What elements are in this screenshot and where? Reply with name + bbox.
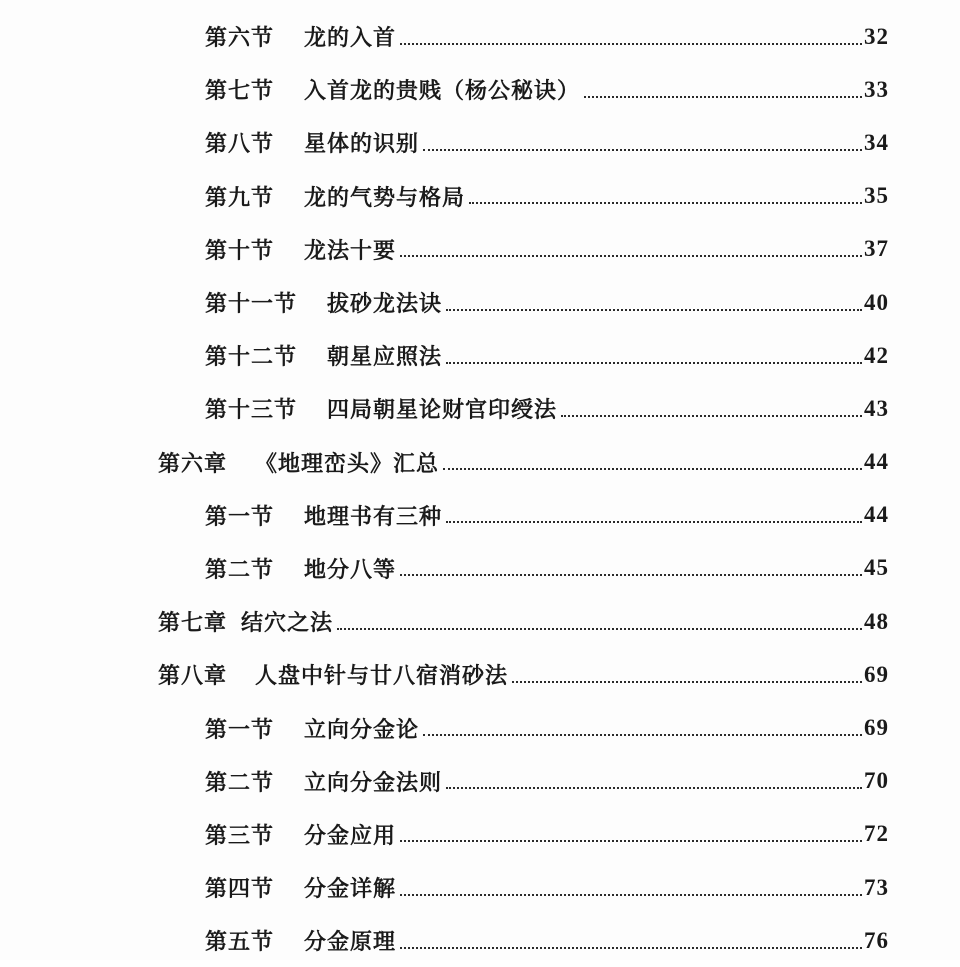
entry-title: 立向分金法则 [304,769,443,796]
entry-page-number: 72 [864,821,889,847]
dot-leader [446,309,862,311]
dot-leader [400,894,862,896]
toc-entry[interactable] [0,63,960,116]
entry-page-number: 45 [864,555,889,581]
entry-label: 第十三节 [205,397,298,424]
entry-title: 人盘中针与廿八宿消砂法 [255,663,509,690]
toc-entry[interactable] [0,276,960,329]
entry-page-number: 44 [864,449,889,475]
entry-label: 第八节 [205,131,275,158]
entry-page-number: 32 [864,23,889,49]
toc-entry[interactable] [0,116,960,169]
entry-page-number: 44 [864,502,889,528]
entry-label: 第八章 [158,663,228,690]
entry-label: 第十一节 [205,291,298,318]
entry-title: 拔砂龙法诀 [327,291,443,318]
dot-leader [469,202,862,204]
toc-entry[interactable] [0,701,960,754]
toc-chapter-entry[interactable] [0,436,960,489]
dot-leader [400,574,862,576]
entry-label: 第七章 [158,610,228,637]
entry-page-number: 34 [864,129,889,155]
entry-label: 第三节 [205,822,275,849]
entry-title: 地理书有三种 [304,503,443,530]
toc-chapter-entry[interactable] [0,648,960,701]
entry-label: 第十节 [205,237,275,264]
dot-leader [400,43,862,45]
entry-page-number: 70 [864,768,889,794]
entry-title: 龙的气势与格局 [304,184,466,211]
entry-label: 第五节 [205,929,275,956]
entry-title: 分金原理 [304,929,397,956]
entry-page-number: 37 [864,236,889,262]
toc-entry[interactable] [0,223,960,276]
entry-title: 分金详解 [304,876,397,903]
entry-label: 第二节 [205,556,275,583]
entry-label: 第十二节 [205,344,298,371]
entry-label: 第一节 [205,503,275,530]
entry-label: 第九节 [205,184,275,211]
entry-label: 第二节 [205,769,275,796]
dot-leader [561,415,862,417]
toc-entry[interactable] [0,489,960,542]
table-of-contents [0,10,960,967]
dot-leader [446,362,862,364]
entry-title: 结穴之法 [241,610,334,637]
entry-label: 第六节 [205,25,275,52]
toc-entry[interactable] [0,861,960,914]
dot-leader [400,947,862,949]
entry-page-number: 69 [864,715,889,741]
entry-title: 《地理峦头》汇总 [255,450,440,477]
entry-label: 第六章 [158,450,228,477]
entry-page-number: 48 [864,608,889,634]
toc-entry[interactable] [0,170,960,223]
dot-leader [423,734,862,736]
dot-leader [443,468,862,470]
entry-page-number: 33 [864,76,889,102]
entry-title: 朝星应照法 [327,344,443,371]
dot-leader [512,681,862,683]
toc-entry[interactable] [0,329,960,382]
entry-page-number: 40 [864,289,889,315]
toc-entry[interactable] [0,914,960,967]
entry-page-number: 35 [864,183,889,209]
toc-chapter-entry[interactable] [0,595,960,648]
dot-leader [446,521,862,523]
entry-title: 入首龙的贵贱（杨公秘诀） [304,78,581,105]
entry-title: 四局朝星论财官印绶法 [327,397,558,424]
entry-title: 立向分金论 [304,716,420,743]
entry-title: 分金应用 [304,822,397,849]
entry-page-number: 43 [864,395,889,421]
entry-page-number: 42 [864,342,889,368]
dot-leader [584,96,862,98]
toc-entry[interactable] [0,10,960,63]
dot-leader [337,628,862,630]
entry-title: 龙的入首 [304,25,397,52]
entry-label: 第一节 [205,716,275,743]
toc-entry[interactable] [0,382,960,435]
entry-title: 地分八等 [304,556,397,583]
toc-entry[interactable] [0,808,960,861]
entry-page-number: 73 [864,874,889,900]
entry-title: 龙法十要 [304,237,397,264]
dot-leader [400,840,862,842]
dot-leader [423,149,862,151]
dot-leader [400,255,862,257]
toc-entry[interactable] [0,542,960,595]
dot-leader [446,787,862,789]
entry-label: 第四节 [205,876,275,903]
entry-title: 星体的识别 [304,131,420,158]
entry-page-number: 76 [864,927,889,953]
entry-label: 第七节 [205,78,275,105]
toc-entry[interactable] [0,755,960,808]
entry-page-number: 69 [864,661,889,687]
